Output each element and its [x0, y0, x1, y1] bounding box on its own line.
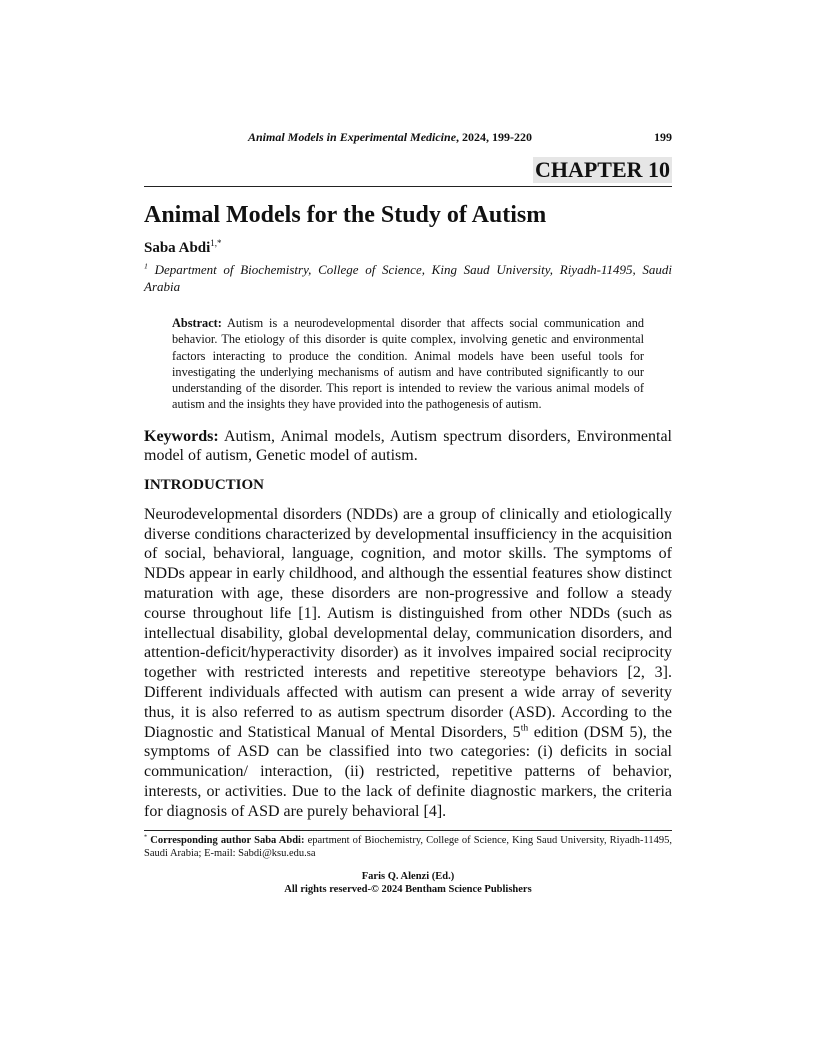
divider [144, 186, 672, 187]
keywords [144, 427, 672, 466]
publisher-info [144, 870, 672, 896]
chapter-row [144, 157, 672, 186]
chapter-title: Animal Models for the Study of Autism [144, 202, 547, 228]
affil-sup: 1 [144, 261, 148, 271]
journal-title: Animal Models in Experimental Medicine [248, 130, 457, 144]
footnote-text: epartment of Biochemistry, College of Science, King Saud University, Riyadh-11495, Saudi Arabia; E-mail: Sabdi@ksu.edu.sa [144, 834, 672, 860]
body-sup: th [520, 722, 529, 734]
footnote-divider [144, 830, 672, 831]
affiliation-text: Department of Biochemistry, College of Science, King Saud University, Riyadh-11495, Saudi Arabia [144, 262, 673, 294]
footnote-label: Corresponding author Saba Abdi: [150, 834, 305, 846]
abstract-label: Abstract: [172, 316, 222, 330]
page-number: 199 [654, 130, 672, 144]
text-column [144, 129, 672, 896]
rights: All rights reserved-© 2024 Bentham Science Publishers [284, 883, 532, 895]
footnote-sup: * [144, 833, 148, 841]
author-sup: 1,* [210, 238, 222, 248]
body-text: edition (DSM 5), the symptoms of ASD can be classified into two categories: (i) deficits in social communication/ interaction, (ii) restricted, repetitive patterns of behavior, interests, or activities. Due to the lack of definite diagnostic markers, the criteria for diagnosis of ASD are purely behavioral [4]. [144, 723, 672, 820]
abstract-text: Autism is a neurodevelopmental disorder that affects social communication and behavior. The etiology of this disorder is quite complex, involving genetic and environmental factors interacting to produce the condition. Animal models have been useful tools for investigating the underlying mechanisms of autism and have contributed significantly to our understanding of the disorder. This report is intended to review the various animal models of autism and the insights they have provided into the pathogenesis of autism. [172, 316, 644, 412]
abstract [172, 315, 644, 413]
body-paragraph [144, 505, 672, 822]
author [144, 239, 672, 258]
keywords-text: Autism, Animal models, Autism spectrum disorders, Environmental model of autism, Genetic model of autism. [144, 427, 672, 465]
author-name: Saba Abdi [144, 240, 211, 256]
keywords-label: Keywords: [144, 427, 219, 445]
affiliation [144, 261, 672, 295]
body-text: Neurodevelopmental disorders (NDDs) are a group of clinically and etiologically diverse conditions characterized by developmental insufficiency in the acquisition of social, behavioral, language, cognition, and motor skills. The symptoms of NDDs appear in early childhood, and although the essential features show distinct maturation with age, these disorders are non-progressive and follow a steady course throughout life [1]. Autism is distinguished from other NDDs (such as intellectual disability, global developmental delay, communication disorders, and attention-deficit/hyperactivity disorder) as it involves impaired social reciprocity together with restricted interests and repetitive stereotype behaviors [2, 3]. Different individuals affected with autism can present a wide array of severity thus, it is also referred to as autism spectrum disorder (ASD). According to the Diagnostic and Statistical Manual of Mental Disorders, 5 [144, 505, 672, 741]
section-heading: INTRODUCTION [144, 476, 265, 493]
chapter-label: CHAPTER 10 [534, 157, 670, 182]
running-header [144, 129, 672, 145]
footnote [144, 834, 672, 861]
journal-citation: , 2024, 199-220 [456, 130, 533, 144]
editor: Faris Q. Alenzi (Ed.) [361, 870, 455, 882]
